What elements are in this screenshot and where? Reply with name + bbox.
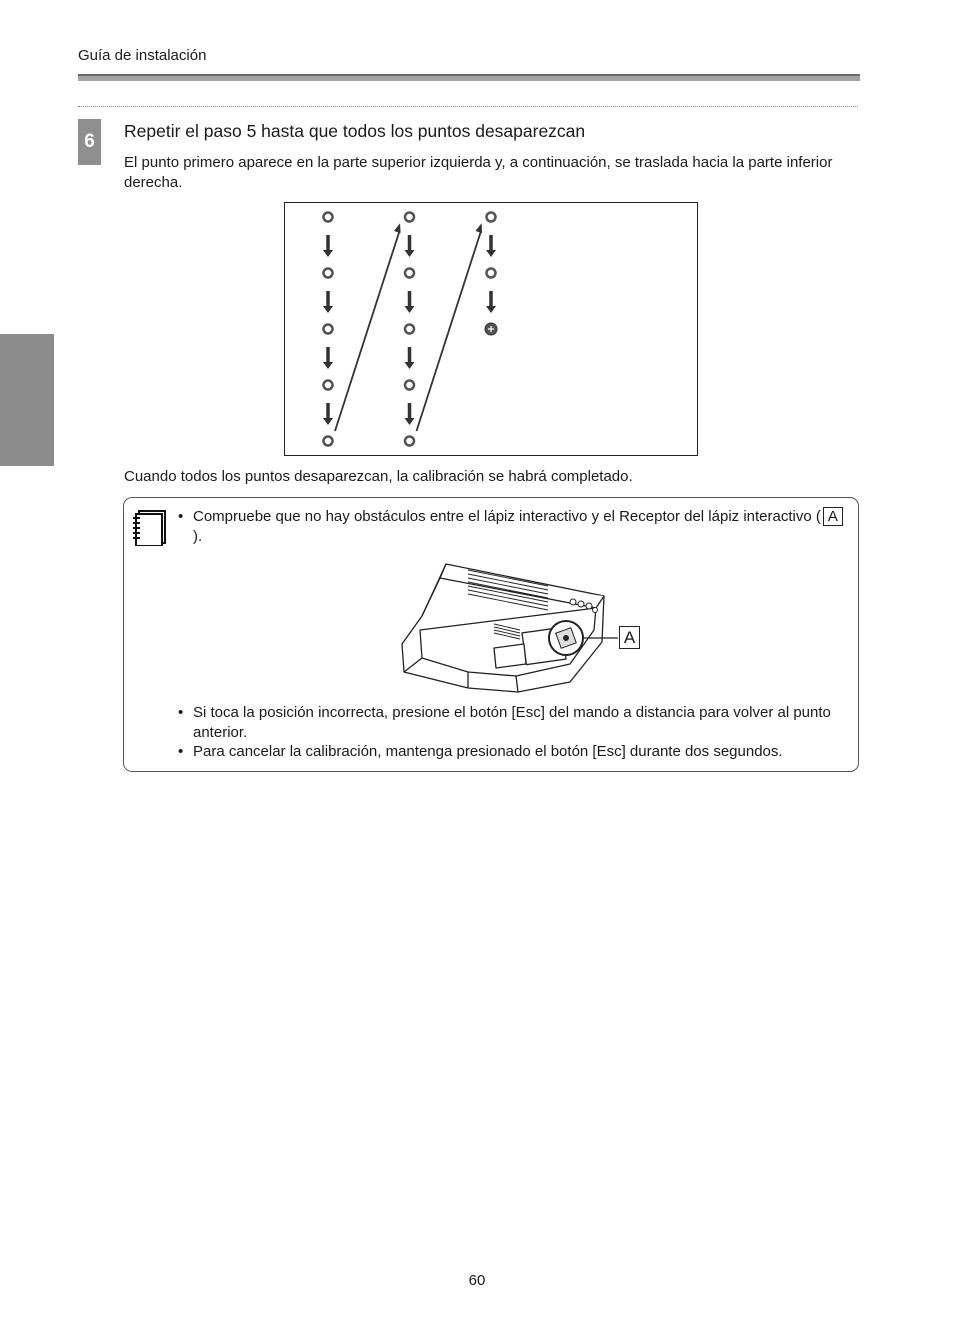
calibration-point	[324, 269, 333, 278]
chapter-side-tab	[0, 334, 54, 466]
calibration-point	[405, 437, 414, 446]
calibration-point	[487, 269, 496, 278]
page-number: 60	[468, 1272, 486, 1289]
down-arrow-head	[486, 250, 496, 257]
header-title: Guía de instalación	[78, 47, 207, 64]
down-arrow-head	[323, 306, 333, 313]
note-bullet-3: • Para cancelar la calibración, mantenga presionado el botón [Esc] durante dos segundos.	[178, 742, 853, 762]
receiver-callout-a: A	[619, 626, 640, 649]
calibration-diagram	[284, 202, 698, 456]
calibration-point	[405, 325, 414, 334]
note-bullet-1-end: ).	[193, 527, 203, 545]
note-bullet-1-text: Compruebe que no hay obstáculos entre el lápiz interactivo y el Receptor del lápiz interactivo (	[193, 508, 821, 525]
note-bullet-2-text: Si toca la posición incorrecta, presione el botón [Esc] del mando a distancia para volver al punto anterior.	[193, 704, 831, 741]
note-bullet-1: • Compruebe que no hay obstáculos entre el lápiz interactivo y el Receptor del lápiz interactivo ( A).	[178, 507, 853, 546]
completion-text: Cuando todos los puntos desaparezcan, la calibración se habrá completado.	[124, 468, 633, 485]
down-arrow-head	[323, 418, 333, 425]
down-arrow-head	[486, 306, 496, 313]
notebook-icon	[132, 508, 168, 551]
projector-illustration	[398, 560, 618, 701]
header-rule	[78, 74, 860, 81]
down-arrow-head	[405, 306, 415, 313]
down-arrow-head	[323, 362, 333, 369]
calibration-point	[324, 325, 333, 334]
step-description: El punto primero aparece en la parte superior izquierda y, a continuación, se traslada hacia la parte inferior derecha.	[124, 154, 833, 191]
calibration-point	[324, 213, 333, 222]
return-arrow-line	[335, 231, 400, 431]
down-arrow-head	[405, 362, 415, 369]
calibration-diagram-svg	[285, 203, 699, 457]
down-arrow-head	[405, 250, 415, 257]
note-bullet-3-text: Para cancelar la calibración, mantenga presionado el botón [Esc] durante dos segundos.	[193, 743, 783, 760]
calibration-point	[405, 213, 414, 222]
note-bullet-2: • Si toca la posición incorrecta, presione el botón [Esc] del mando a distancia para volver al punto anterior.	[178, 703, 853, 742]
calibration-point	[405, 269, 414, 278]
calibration-point	[324, 381, 333, 390]
step-number-badge: 6	[78, 119, 101, 165]
calibration-point	[487, 213, 496, 222]
step-title: Repetir el paso 5 hasta que todos los puntos desaparezcan	[124, 121, 586, 141]
return-arrow-head	[394, 223, 401, 233]
return-arrow-head	[476, 223, 483, 233]
calibration-point	[405, 381, 414, 390]
calibration-point	[324, 437, 333, 446]
section-divider	[78, 106, 858, 107]
return-arrow-line	[417, 231, 482, 431]
down-arrow-head	[323, 250, 333, 257]
down-arrow-head	[405, 418, 415, 425]
receiver-label-a: A	[823, 507, 843, 526]
